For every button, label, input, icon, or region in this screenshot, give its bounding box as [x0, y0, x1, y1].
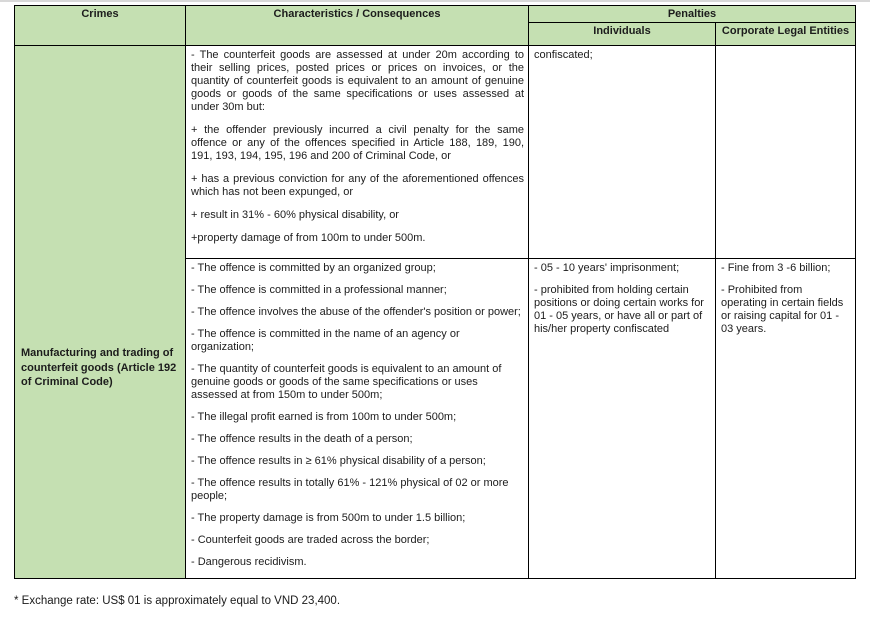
paragraph: - The quantity of counterfeit goods is equivalent to an amount of genuine goods or goods of the same specifications or uses assessed at from 150m to under 500m;: [191, 363, 502, 401]
cell-individuals-penalty: [529, 259, 716, 579]
paragraph: - The offence involves the abuse of the offender's position or power;: [191, 306, 521, 318]
cell-corporate-penalty-empty: [716, 46, 856, 259]
paragraph: - Fine from 3 -6 billion;: [721, 262, 831, 274]
crime-name-text: Manufacturing and trading of counterfeit goods (Article 192 of Criminal Code): [21, 347, 177, 388]
cell-characteristics-aggravated-offence: [186, 259, 529, 579]
paragraph: - Dangerous recidivism.: [191, 556, 307, 568]
header-characteristics: Characteristics / Consequences: [186, 6, 529, 46]
paragraph: - The offence is committed in a professional manner;: [191, 284, 447, 296]
paragraph: - Counterfeit goods are traded across the border;: [191, 534, 430, 546]
paragraph: - The offence results in the death of a person;: [191, 433, 413, 445]
paragraph: - The offence results in totally 61% - 121% physical of 02 or more people;: [191, 477, 509, 502]
paragraph: - The illegal profit earned is from 100m to under 500m;: [191, 411, 457, 423]
cell-characteristics-basic-offence: [186, 46, 529, 259]
paragraph: +property damage of from 100m to under 500m.: [191, 232, 426, 244]
table-row: [15, 46, 856, 259]
paragraph: - The offence is committed by an organized group;: [191, 262, 436, 274]
paragraph: - 05 - 10 years' imprisonment;: [534, 262, 680, 274]
paragraph: - prohibited from holding certain positions or doing certain works for 01 - 05 years, or have all or part of his/her property confiscated: [534, 284, 704, 335]
paragraph: + result in 31% - 60% physical disability, or: [191, 209, 399, 221]
paragraph: + the offender previously incurred a civil penalty for the same offence or any of the offences specified in Article 188, 189, 190, 191, 193, 194, 195, 196 and 200 of Criminal Code, or: [191, 124, 524, 162]
cell-crime-name: [15, 46, 186, 579]
header-crimes: Crimes: [15, 6, 186, 46]
page-top-divider: [0, 0, 870, 2]
paragraph: - The offence results in ≥ 61% physical disability of a person;: [191, 455, 486, 467]
footnote-exchange-rate: * Exchange rate: US$ 01 is approximately equal to VND 23,400.: [14, 595, 341, 607]
header-penalties: Penalties: [529, 6, 856, 23]
paragraph: confiscated;: [534, 49, 593, 61]
paragraph: - Prohibited from operating in certain fields or raising capital for 01 - 03 years.: [721, 284, 844, 335]
paragraph: - The counterfeit goods are assessed at under 20m according to their selling prices, posted prices or prices on invoices, or the quantity of counterfeit goods is equivalent to an amount of genuine goods or goods of the same specifications or uses assessed at under 30m but:: [191, 49, 524, 113]
paragraph: - The property damage is from 500m to under 1.5 billion;: [191, 512, 466, 524]
paragraph: - The offence is committed in the name of an agency or organization;: [191, 328, 460, 353]
crimes-penalties-table: [14, 5, 856, 579]
header-individuals: Individuals: [529, 23, 716, 46]
header-corporate-legal-entities: Corporate Legal Entities: [716, 23, 856, 46]
cell-corporate-penalty: [716, 259, 856, 579]
paragraph: + has a previous conviction for any of the aforementioned offences which has not been expunged, or: [191, 173, 524, 198]
cell-individuals-penalty-continued: [529, 46, 716, 259]
